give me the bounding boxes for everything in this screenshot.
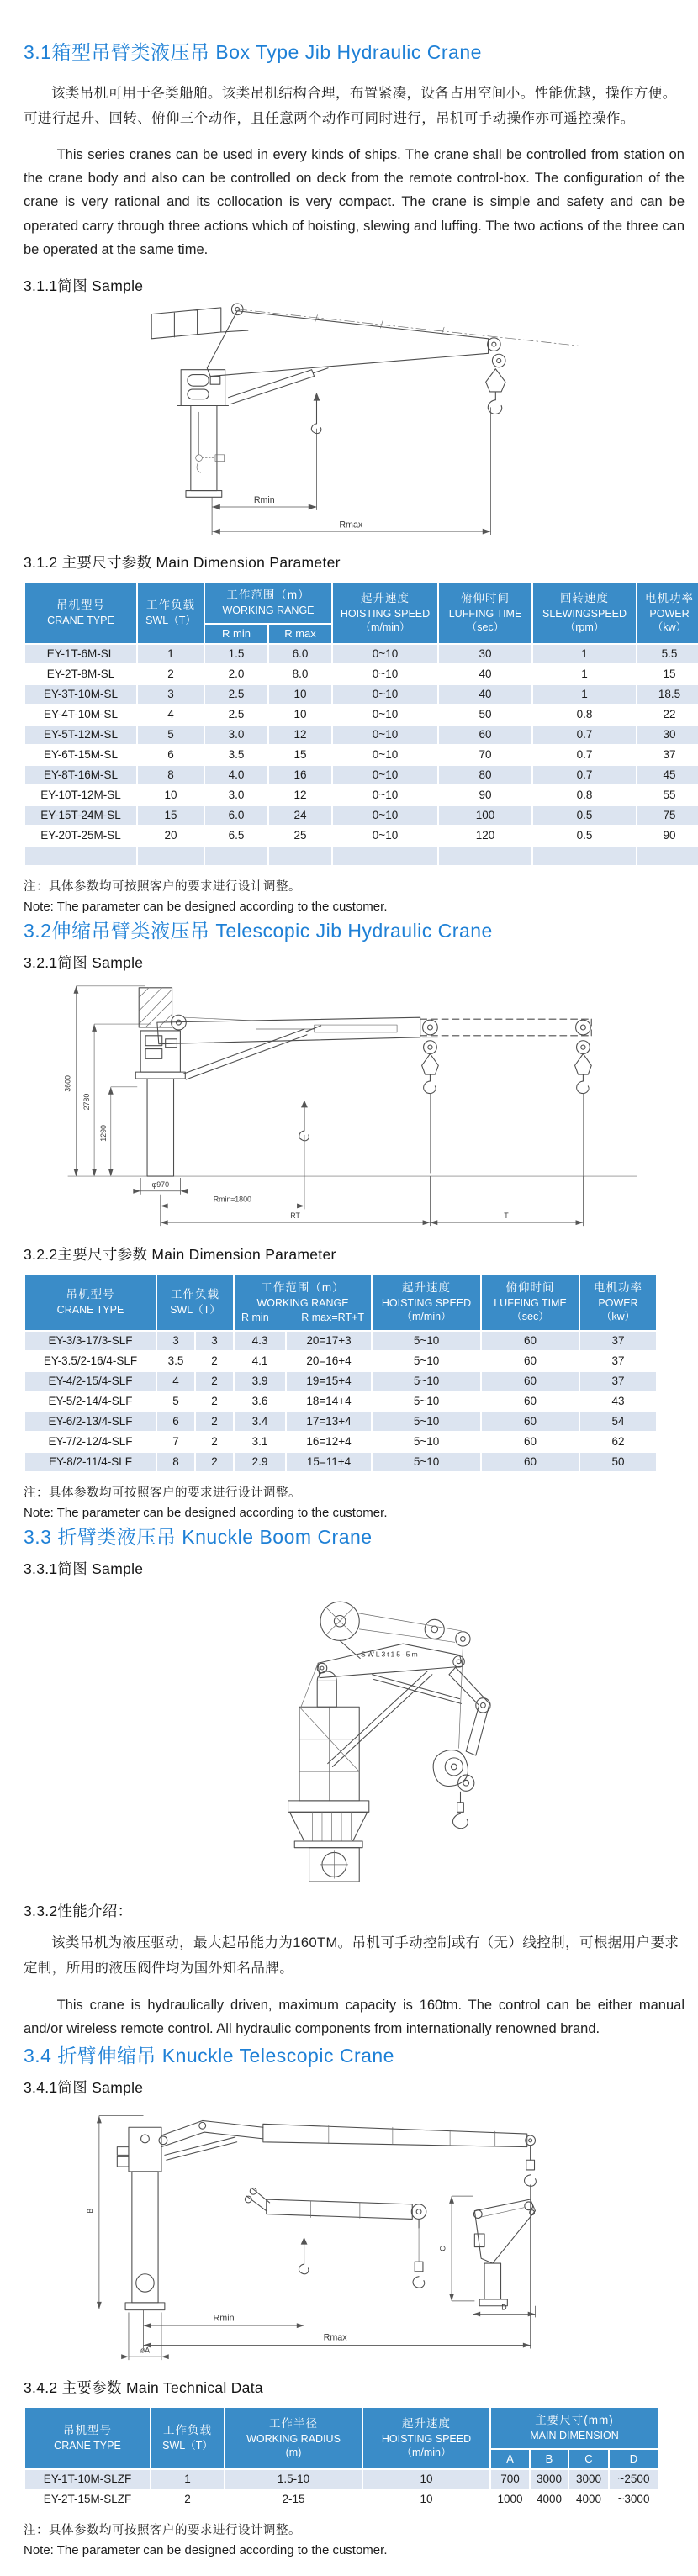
table-cell: EY-15T-24M-SL bbox=[25, 806, 136, 825]
table-header bbox=[25, 1275, 656, 1330]
table-cell: 60 bbox=[482, 1392, 579, 1411]
table-cell: 4000 bbox=[569, 2490, 608, 2509]
dimension-label: T bbox=[504, 1211, 509, 1221]
main-technical-data-table bbox=[24, 2406, 659, 2510]
figure-telescopic-crane bbox=[24, 978, 685, 1230]
dimension-label: 1290 bbox=[98, 1124, 108, 1142]
col-dim-d: D bbox=[610, 2450, 658, 2468]
table-cell: 70 bbox=[439, 746, 531, 764]
table-cell: 50 bbox=[439, 705, 531, 724]
table-cell: 100 bbox=[439, 806, 531, 825]
table-cell: 10 bbox=[363, 2470, 489, 2489]
fig-heading-3-4-1: 3.4.1简图 Sample bbox=[24, 2078, 144, 2096]
table-cell: EY-5/2-14/4-SLF bbox=[25, 1392, 156, 1411]
figure-box-jib-crane bbox=[24, 301, 685, 538]
table-cell: 30 bbox=[637, 726, 698, 744]
table-cell: EY-4T-10M-SL bbox=[25, 705, 136, 724]
col-power: 电机功率 POWER （kw） bbox=[580, 1275, 656, 1330]
table-cell: 18=14+4 bbox=[287, 1392, 371, 1411]
table-cell: ~3000 bbox=[610, 2490, 658, 2509]
table-cell: 12 bbox=[269, 726, 331, 744]
col-hoisting-speed: 起升速度 HOISTING SPEED （m/min） bbox=[333, 583, 437, 643]
table-row bbox=[25, 1372, 656, 1391]
table-cell: EY-2T-15M-SLZF bbox=[25, 2490, 150, 2509]
table-cell: 4.0 bbox=[205, 766, 267, 784]
dimension-label: B bbox=[86, 2208, 95, 2214]
table-cell: 2 bbox=[196, 1372, 233, 1391]
telescopic-dimension-table bbox=[24, 1273, 658, 1473]
table-row bbox=[25, 1392, 656, 1411]
col-slewing-speed: 回转速度 SLEWINGSPEED （rpm） bbox=[533, 583, 636, 643]
table-cell: 15=11+4 bbox=[287, 1453, 371, 1471]
table-cell: 15 bbox=[269, 746, 331, 764]
table-cell: 37 bbox=[637, 746, 698, 764]
table-cell: 0.5 bbox=[533, 826, 636, 845]
table-cell: 3.0 bbox=[205, 786, 267, 805]
table-row bbox=[25, 2490, 658, 2509]
fig-heading-3-2-1: 3.2.1简图 Sample bbox=[24, 953, 144, 971]
table-cell: 5~10 bbox=[373, 1372, 480, 1391]
table-row bbox=[25, 705, 698, 724]
table-heading-3-1-2: 3.1.2 主要尺寸参数 Main Dimension Parameter bbox=[24, 553, 341, 571]
col-power: 电机功率 POWER （kw） bbox=[637, 583, 698, 643]
table-cell: 18.5 bbox=[637, 685, 698, 704]
col-working-range: 工作范围（m） WORKING RANGE R min R max=RT+T bbox=[235, 1275, 371, 1330]
table-cell: 2-15 bbox=[225, 2490, 362, 2509]
dimension-label: Rmin bbox=[213, 2312, 235, 2323]
dimension-label: Rmax bbox=[323, 2332, 347, 2343]
dimension-label: φ970 bbox=[151, 1180, 170, 1189]
table-cell: EY-3/3-17/3-SLF bbox=[25, 1332, 156, 1350]
col-swl: 工作负载 SWL（T） bbox=[138, 583, 204, 643]
table-cell: 0~10 bbox=[333, 645, 437, 663]
note-en: Note: The parameter can be designed according to the customer. bbox=[24, 899, 388, 914]
table-cell: EY-1T-6M-SL bbox=[25, 645, 136, 663]
table-cell: 15 bbox=[138, 806, 204, 825]
table-header bbox=[25, 583, 698, 643]
table-body bbox=[25, 2470, 658, 2509]
table-cell: EY-5T-12M-SL bbox=[25, 726, 136, 744]
table-cell: 3.9 bbox=[235, 1372, 285, 1391]
table-cell: 3 bbox=[196, 1332, 233, 1350]
col-crane-type: 吊机型号 CRANE TYPE bbox=[25, 1275, 156, 1330]
note-cn: 注：具体参数均可按照客户的要求进行设计调整。 bbox=[24, 2523, 301, 2537]
table-cell: 62 bbox=[580, 1433, 656, 1451]
table-cell: 60 bbox=[482, 1352, 579, 1370]
figure-knuckle-telescopic-crane bbox=[24, 2103, 685, 2363]
table-cell: 19=15+4 bbox=[287, 1372, 371, 1391]
table-cell: 15 bbox=[637, 665, 698, 684]
table-cell: 37 bbox=[580, 1332, 656, 1350]
table-cell: 60 bbox=[482, 1453, 579, 1471]
table-heading-3-2-2: 3.2.2主要尺寸参数 Main Dimension Parameter bbox=[24, 1245, 336, 1263]
note-en: Note: The parameter can be designed according to the customer. bbox=[24, 1506, 388, 1521]
table-row bbox=[25, 1332, 656, 1350]
table-row bbox=[25, 826, 698, 845]
col-r-min: R min bbox=[205, 625, 267, 643]
table-cell: 4 bbox=[138, 705, 204, 724]
figure-knuckle-boom-crane bbox=[24, 1584, 685, 1883]
col-r-max: R max bbox=[269, 625, 331, 643]
table-cell: 16 bbox=[269, 766, 331, 784]
dimension-label: Rmin bbox=[253, 494, 275, 505]
table-cell: EY-6/2-13/4-SLF bbox=[25, 1412, 156, 1431]
table-cell: 4 bbox=[157, 1372, 194, 1391]
table-cell: 2 bbox=[196, 1412, 233, 1431]
table-cell: 2.5 bbox=[205, 705, 267, 724]
table-cell: 0~10 bbox=[333, 705, 437, 724]
performance-paragraph-cn: 该类吊机为液压驱动，最大起吊能力为160TM。吊机可手动控制或有（无）线控制，可根据用户要求定制，所用的液压阀件均为国外知名品牌。 bbox=[24, 1935, 679, 1976]
table-cell: 10 bbox=[269, 685, 331, 704]
col-hoisting-speed: 起升速度 HOISTING SPEED （m/min） bbox=[363, 2408, 489, 2468]
performance-paragraph-en: This crane is hydraulically driven, maximum capacity is 160tm. The control can be either manual and/or wireless remote control. All hydraulic components from internationally renowned brand. bbox=[24, 1997, 685, 2036]
table-cell: 0~10 bbox=[333, 826, 437, 845]
col-luffing-time: 俯仰时间 LUFFING TIME （sec） bbox=[439, 583, 531, 643]
table-cell: 40 bbox=[439, 665, 531, 684]
table-cell: ~2500 bbox=[610, 2470, 658, 2489]
table-cell bbox=[333, 847, 437, 865]
table-cell: 0.8 bbox=[533, 786, 636, 805]
table-cell: 60 bbox=[482, 1332, 579, 1350]
table-cell: 2 bbox=[196, 1453, 233, 1471]
table-cell: 0~10 bbox=[333, 766, 437, 784]
table-cell: 10 bbox=[138, 786, 204, 805]
table-cell: EY-2T-8M-SL bbox=[25, 665, 136, 684]
table-cell: 12 bbox=[269, 786, 331, 805]
table-cell: 2 bbox=[138, 665, 204, 684]
table-row bbox=[25, 726, 698, 744]
table-cell: 6.0 bbox=[269, 645, 331, 663]
table-row bbox=[25, 2470, 658, 2489]
table-cell: 60 bbox=[482, 1372, 579, 1391]
table-cell: 5~10 bbox=[373, 1433, 480, 1451]
table-cell: 2 bbox=[196, 1352, 233, 1370]
table-row bbox=[25, 746, 698, 764]
col-dim-b: B bbox=[531, 2450, 568, 2468]
table-cell: 6.5 bbox=[205, 826, 267, 845]
table-cell bbox=[25, 847, 136, 865]
table-cell: 5 bbox=[157, 1392, 194, 1411]
table-note bbox=[24, 2522, 685, 2559]
col-working-range: 工作范围（m） WORKING RANGE bbox=[205, 583, 331, 623]
table-cell: 45 bbox=[637, 766, 698, 784]
table-cell: 2 bbox=[151, 2490, 224, 2509]
col-dim-c: C bbox=[569, 2450, 608, 2468]
section-title-3-3: 3.3 折臂类液压吊 Knuckle Boom Crane bbox=[24, 1526, 373, 1549]
table-cell: 1.5 bbox=[205, 645, 267, 663]
table-cell: 2 bbox=[196, 1433, 233, 1451]
table-cell: EY-20T-25M-SL bbox=[25, 826, 136, 845]
table-cell: 3 bbox=[138, 685, 204, 704]
main-dimension-table bbox=[24, 581, 698, 867]
section-title-3-4: 3.4 折臂伸缩吊 Knuckle Telescopic Crane bbox=[24, 2044, 394, 2067]
table-cell: 3.5 bbox=[205, 746, 267, 764]
table-row bbox=[25, 1412, 656, 1431]
table-cell: 6.0 bbox=[205, 806, 267, 825]
table-cell bbox=[637, 847, 698, 865]
col-crane-type: 吊机型号 CRANE TYPE bbox=[25, 2408, 150, 2468]
table-cell bbox=[533, 847, 636, 865]
col-main-dimension: 主要尺寸(mm) MAIN DIMENSION bbox=[491, 2408, 658, 2448]
table-cell: 8.0 bbox=[269, 665, 331, 684]
table-cell: 3000 bbox=[531, 2470, 568, 2489]
table-body bbox=[25, 645, 698, 865]
table-cell bbox=[269, 847, 331, 865]
table-cell bbox=[205, 847, 267, 865]
table-row bbox=[25, 786, 698, 805]
table-cell: 10 bbox=[363, 2490, 489, 2509]
dimension-label: C bbox=[438, 2246, 447, 2251]
table-cell: 40 bbox=[439, 685, 531, 704]
table-cell: 0~10 bbox=[333, 786, 437, 805]
dimension-label: 2780 bbox=[82, 1093, 92, 1111]
table-cell: 2.5 bbox=[205, 685, 267, 704]
intro-paragraph-en: This series cranes can be used in every kinds of ships. The crane shall be controlled from station on the crane body and also can be controlled on deck from the remote control-box. The configuration of the crane is very rational and its collocation is very compact. The crane is simple and safety and can be operated carry through three actions which of hoisting, slewing and luffing. The two actions of the three can be operated at the same time. bbox=[24, 147, 685, 257]
table-cell: 54 bbox=[580, 1412, 656, 1431]
table-cell: 4.3 bbox=[235, 1332, 285, 1350]
table-cell: 2.0 bbox=[205, 665, 267, 684]
table-cell: 80 bbox=[439, 766, 531, 784]
fig-heading-3-1-1: 3.1.1简图 Sample bbox=[24, 277, 144, 294]
table-cell: 2 bbox=[196, 1392, 233, 1411]
fig-heading-3-3-1: 3.3.1简图 Sample bbox=[24, 1560, 144, 1578]
table-cell: EY-10T-12M-SL bbox=[25, 786, 136, 805]
table-cell: 16=12+4 bbox=[287, 1433, 371, 1451]
table-cell: 60 bbox=[482, 1412, 579, 1431]
table-cell: 1 bbox=[138, 645, 204, 663]
knuckle-telescopic-crane-drawing bbox=[57, 2103, 654, 2363]
table-cell: 20 bbox=[138, 826, 204, 845]
table-cell: 3.1 bbox=[235, 1433, 285, 1451]
table-cell: 2.9 bbox=[235, 1453, 285, 1471]
table-cell: 1.5-10 bbox=[225, 2470, 362, 2489]
table-cell: EY-7/2-12/4-SLF bbox=[25, 1433, 156, 1451]
table-cell: 90 bbox=[637, 826, 698, 845]
table-cell: 0.5 bbox=[533, 806, 636, 825]
table-note bbox=[24, 879, 685, 916]
table-cell: 5~10 bbox=[373, 1412, 480, 1431]
telescopic-crane-drawing bbox=[57, 978, 646, 1230]
table-cell: 700 bbox=[491, 2470, 529, 2489]
table-cell: EY-3T-10M-SL bbox=[25, 685, 136, 704]
table-cell: 43 bbox=[580, 1392, 656, 1411]
table-row bbox=[25, 1352, 656, 1370]
table-cell: 1 bbox=[151, 2470, 224, 2489]
table-cell: 5.5 bbox=[637, 645, 698, 663]
dimension-label: D bbox=[501, 2303, 507, 2312]
table-cell: 37 bbox=[580, 1372, 656, 1391]
table-cell: 0~10 bbox=[333, 746, 437, 764]
table-cell: 0.7 bbox=[533, 766, 636, 784]
col-hoisting-speed: 起升速度 HOISTING SPEED （m/min） bbox=[373, 1275, 480, 1330]
table-cell: 55 bbox=[637, 786, 698, 805]
intro-paragraph-cn: 该类吊机可用于各类船舶。该类吊机结构合理，布置紧凑，设备占用空间小。性能优越，操作方便。可进行起升、回转、俯仰三个动作，且任意两个动作可同时进行，吊机可手动操作亦可遥控操作。 bbox=[24, 86, 677, 126]
table-note bbox=[24, 1485, 685, 1522]
table-cell: 5 bbox=[138, 726, 204, 744]
table-cell: 90 bbox=[439, 786, 531, 805]
note-cn: 注：具体参数均可按照客户的要求进行设计调整。 bbox=[24, 1486, 301, 1500]
table-cell: 1 bbox=[533, 645, 636, 663]
table-cell: 50 bbox=[580, 1453, 656, 1471]
section-title-3-1: 3.1箱型吊臂类液压吊 Box Type Jib Hydraulic Crane bbox=[24, 41, 482, 63]
table-cell: 5~10 bbox=[373, 1392, 480, 1411]
table-cell: 0~10 bbox=[333, 726, 437, 744]
col-dim-a: A bbox=[491, 2450, 529, 2468]
section-title-3-2: 3.2伸缩吊臂类液压吊 Telescopic Jib Hydraulic Crane bbox=[24, 919, 493, 942]
table-cell: 1 bbox=[533, 665, 636, 684]
table-cell: 5~10 bbox=[373, 1453, 480, 1471]
table-row bbox=[25, 766, 698, 784]
table-cell: EY-8T-16M-SL bbox=[25, 766, 136, 784]
table-cell bbox=[138, 847, 204, 865]
table-cell: 8 bbox=[138, 766, 204, 784]
table-cell: 0~10 bbox=[333, 806, 437, 825]
table-row bbox=[25, 1433, 656, 1451]
table-cell: 22 bbox=[637, 705, 698, 724]
table-cell: EY-1T-10M-SLZF bbox=[25, 2470, 150, 2489]
table-cell: 1 bbox=[533, 685, 636, 704]
table-cell: 3000 bbox=[569, 2470, 608, 2489]
table-cell: 0.8 bbox=[533, 705, 636, 724]
table-cell: 30 bbox=[439, 645, 531, 663]
col-crane-type: 吊机型号 CRANE TYPE bbox=[25, 583, 136, 643]
table-cell: 20=17+3 bbox=[287, 1332, 371, 1350]
table-row bbox=[25, 645, 698, 663]
table-cell: 6 bbox=[157, 1412, 194, 1431]
table-cell: 37 bbox=[580, 1352, 656, 1370]
table-cell: 3.5 bbox=[157, 1352, 194, 1370]
table-cell bbox=[439, 847, 531, 865]
box-jib-crane-drawing bbox=[70, 301, 650, 538]
table-cell: 3 bbox=[157, 1332, 194, 1350]
table-cell: 17=13+4 bbox=[287, 1412, 371, 1431]
dimension-label: RT bbox=[290, 1211, 300, 1221]
table-cell: 7 bbox=[157, 1433, 194, 1451]
table-cell: 60 bbox=[439, 726, 531, 744]
boom-swl-label: SWL3t15-5m bbox=[360, 1650, 420, 1659]
table-cell: 5~10 bbox=[373, 1332, 480, 1350]
table-cell: 5~10 bbox=[373, 1352, 480, 1370]
table-cell: EY-4/2-15/4-SLF bbox=[25, 1372, 156, 1391]
table-cell: 60 bbox=[482, 1433, 579, 1451]
col-luffing-time: 俯仰时间 LUFFING TIME （sec） bbox=[482, 1275, 579, 1330]
table-cell: 4000 bbox=[531, 2490, 568, 2509]
table-body bbox=[25, 1332, 656, 1471]
table-cell: 3.4 bbox=[235, 1412, 285, 1431]
table-heading-3-4-2: 3.4.2 主要参数 Main Technical Data bbox=[24, 2378, 263, 2396]
table-cell: 10 bbox=[269, 705, 331, 724]
col-swl: 工作负载 SWL（T） bbox=[157, 1275, 233, 1330]
table-row bbox=[25, 806, 698, 825]
table-header bbox=[25, 2408, 658, 2468]
table-cell: 8 bbox=[157, 1453, 194, 1471]
table-cell: 0~10 bbox=[333, 665, 437, 684]
table-cell: 3.0 bbox=[205, 726, 267, 744]
table-cell: 4.1 bbox=[235, 1352, 285, 1370]
dimension-label: Rmin≈1800 bbox=[213, 1195, 251, 1204]
dimension-label: øA bbox=[140, 2345, 151, 2354]
table-row bbox=[25, 685, 698, 704]
col-working-radius: 工作半径 WORKING RADIUS (m) bbox=[225, 2408, 362, 2468]
table-cell: EY-3.5/2-16/4-SLF bbox=[25, 1352, 156, 1370]
table-cell: 24 bbox=[269, 806, 331, 825]
table-cell: 0~10 bbox=[333, 685, 437, 704]
table-cell: 25 bbox=[269, 826, 331, 845]
note-en: Note: The parameter can be designed according to the customer. bbox=[24, 2542, 388, 2558]
table-cell: 75 bbox=[637, 806, 698, 825]
note-cn: 注：具体参数均可按照客户的要求进行设计调整。 bbox=[24, 879, 301, 894]
table-cell: 120 bbox=[439, 826, 531, 845]
table-cell: EY-6T-15M-SL bbox=[25, 746, 136, 764]
table-cell: 3.6 bbox=[235, 1392, 285, 1411]
table-row bbox=[25, 1453, 656, 1471]
table-row bbox=[25, 665, 698, 684]
table-cell: EY-8/2-11/4-SLF bbox=[25, 1453, 156, 1471]
col-swl: 工作负载 SWL（T） bbox=[151, 2408, 224, 2468]
perf-heading-3-3-2: 3.3.2性能介绍： bbox=[24, 1903, 133, 1920]
table-row bbox=[25, 847, 698, 865]
table-cell: 0.7 bbox=[533, 746, 636, 764]
table-cell: 6 bbox=[138, 746, 204, 764]
table-cell: 0.7 bbox=[533, 726, 636, 744]
table-cell: 20=16+4 bbox=[287, 1352, 371, 1370]
table-cell: 1000 bbox=[491, 2490, 529, 2509]
dimension-label: Rmax bbox=[339, 519, 363, 530]
dimension-label: 3600 bbox=[63, 1074, 72, 1092]
knuckle-boom-crane-drawing bbox=[70, 1584, 658, 1883]
